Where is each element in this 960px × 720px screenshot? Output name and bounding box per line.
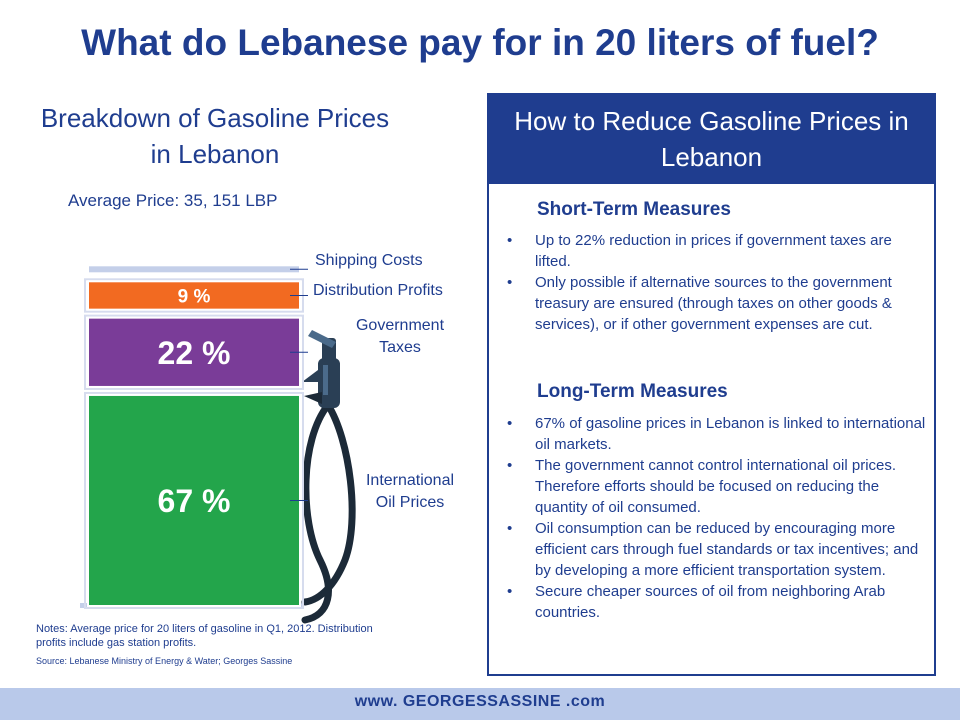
chart-title: Breakdown of Gasoline Prices in Lebanon [40, 103, 390, 169]
fuel-nozzle-icon [302, 330, 352, 620]
page-title: What do Lebanese pay for in 20 liters of fuel? [81, 22, 879, 63]
panel-title: How to Reduce Gasoline Prices in Lebanon [489, 95, 934, 184]
list-item: • 67% of gasoline prices in Lebanon is linked to international oil markets. [507, 413, 927, 455]
chart-source: Source: Lebanese Ministry of Energy & Water; Georges Sassine [36, 656, 293, 666]
short-term-list [507, 230, 927, 335]
data-label: 9 % [177, 286, 211, 308]
list-item: • Oil consumption can be reduced by encouraging more efficient cars through fuel standards or tax incentives; and by developing a more efficient transportation system. [507, 518, 927, 581]
long-term-list [507, 413, 927, 623]
category-label: Distribution Profits [313, 282, 443, 299]
short-term-title: Short-Term Measures [537, 199, 731, 220]
category-label: International Oil Prices [365, 472, 455, 511]
category-label: Government Taxes [355, 317, 445, 356]
reduce-prices-panel [487, 93, 936, 676]
list-item: • Up to 22% reduction in prices if government taxes are lifted. [507, 230, 927, 272]
data-label: 67 % [157, 482, 231, 519]
list-item: • Only possible if alternative sources to the government treasury are ensured (through taxes on other goods & services), or if other government expenses are cut. [507, 272, 927, 335]
chart-notes: Notes: Average price for 20 liters of gasoline in Q1, 2012. Distribution profits include gas station profits. [36, 623, 373, 649]
footer-website: www. GEORGESSASSINE .com [354, 693, 606, 710]
data-label: 22 % [157, 334, 231, 371]
long-term-title: Long-Term Measures [537, 381, 728, 402]
data-label: 2% [174, 242, 202, 264]
category-label: Shipping Costs [315, 252, 423, 269]
list-item: • Secure cheaper sources of oil from neighboring Arab countries. [507, 581, 927, 623]
list-item: • The government cannot control international oil prices. Therefore efforts should be focused on reducing the quantity of oil consumed. [507, 455, 927, 518]
average-price: Average Price: 35, 151 LBP [68, 191, 278, 210]
bar-segment [88, 265, 300, 273]
